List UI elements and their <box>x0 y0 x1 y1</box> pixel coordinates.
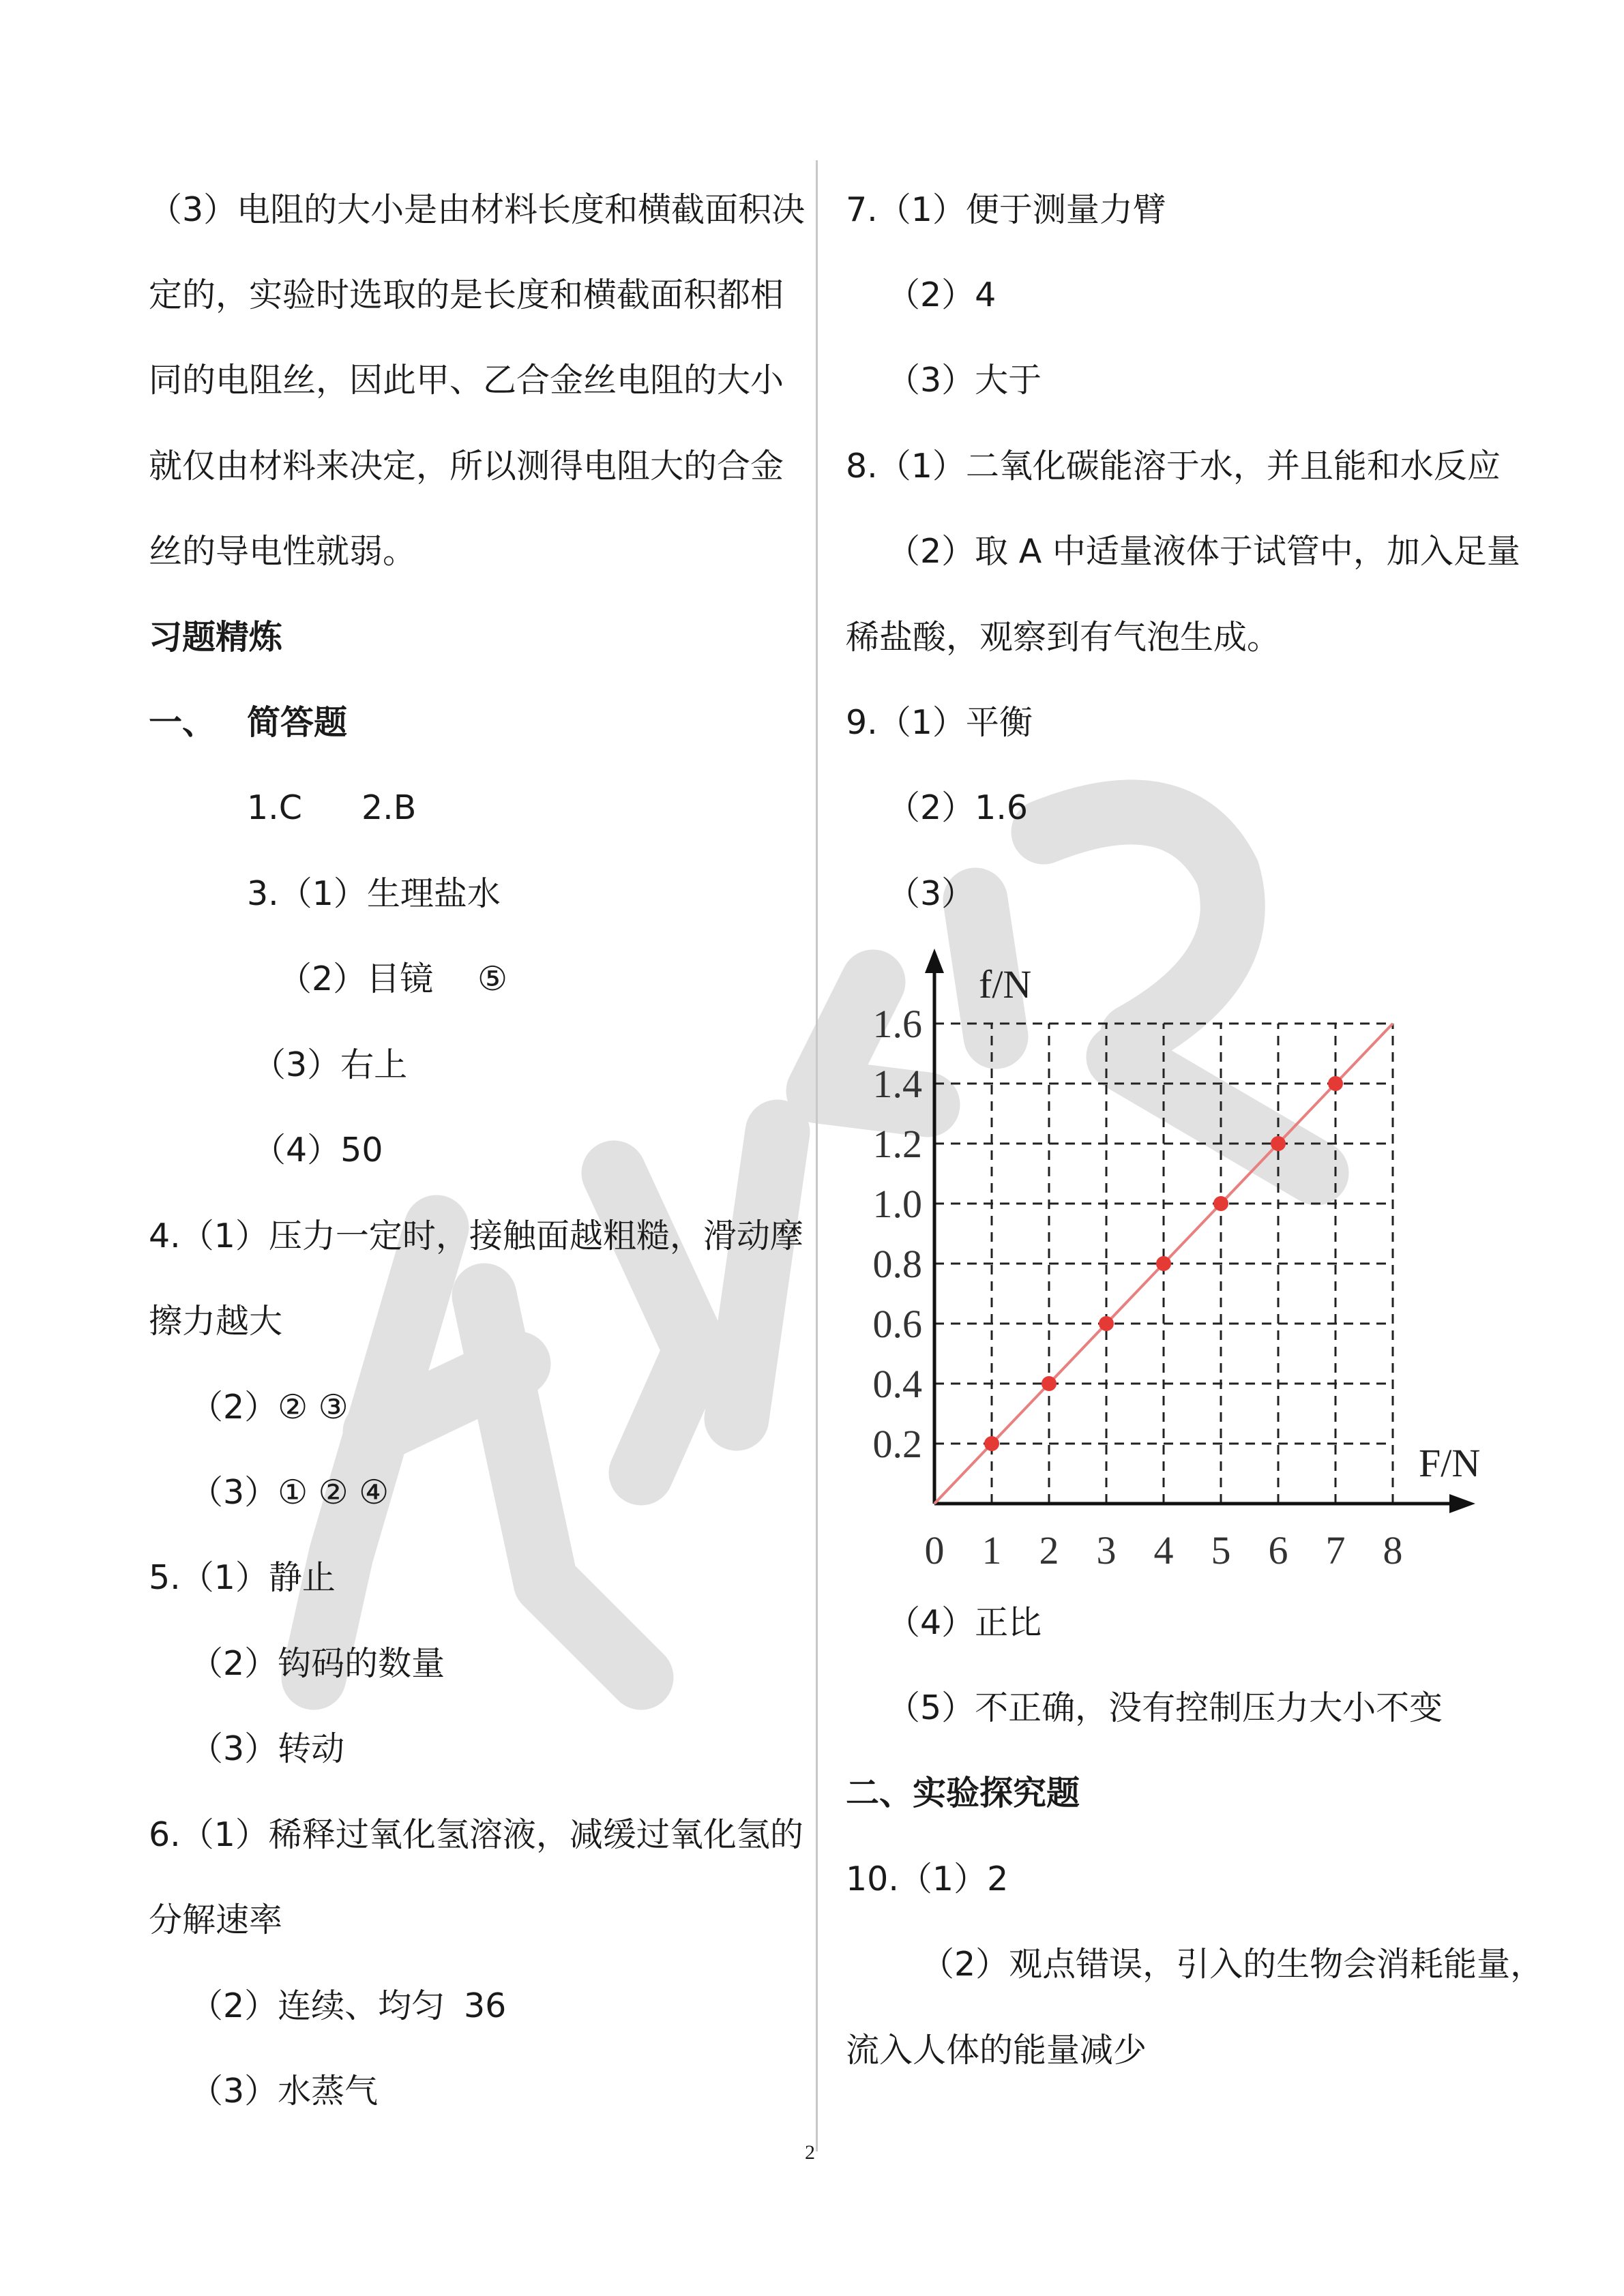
x-tick-label: 5 <box>1211 1528 1231 1572</box>
section-title: 习题精炼 <box>149 618 283 657</box>
answer-q7-2: （2）4 <box>887 275 996 314</box>
answer-q5-1: 5.（1）静止 <box>149 1558 336 1597</box>
answer-q10-1: 10.（1）2 <box>846 1860 1009 1898</box>
answer-q5-2: （2）钩码的数量 <box>190 1644 445 1683</box>
y-tick-label: 1.2 <box>872 1122 922 1166</box>
answer-q8-2a: （2）取 A 中适量液体于试管中，加入足量 <box>887 532 1520 571</box>
answer-q7-3: （3）大于 <box>887 361 1042 400</box>
answer-q9-2: （2）1.6 <box>887 788 1029 827</box>
answer-q3-2-mark: ⑤ <box>477 959 507 998</box>
x-tick-label: 8 <box>1383 1528 1403 1572</box>
data-point <box>1042 1376 1057 1391</box>
answer-q6-2-value: 36 <box>464 1986 507 2025</box>
answer-q9-1: 9.（1）平衡 <box>846 703 1033 742</box>
part-one-label: 一、 <box>149 703 216 742</box>
x-tick-label: 2 <box>1039 1528 1059 1572</box>
y-tick-label: 0.4 <box>872 1362 922 1406</box>
x-tick-label: 6 <box>1268 1528 1288 1572</box>
x-axis-label: F/N <box>1419 1441 1481 1485</box>
y-tick-label: 1.6 <box>872 1002 922 1046</box>
answer-q6-3: （3）水蒸气 <box>190 2072 379 2111</box>
answer-q3-2: （2）目镜 <box>278 959 434 998</box>
x-tick-label: 1 <box>981 1528 1002 1572</box>
answer-q10-2a: （2）观点错误，引入的生物会消耗能量， <box>921 1945 1544 1984</box>
answer-q4-2: （2）② ③ <box>190 1388 349 1427</box>
data-point <box>1213 1196 1228 1211</box>
answer-q9-5: （5）不正确，没有控制压力大小不变 <box>887 1688 1443 1727</box>
answer-q10-2b: 流入人体的能量减少 <box>846 2031 1147 2070</box>
answer-q8-1: 8.（1）二氧化碳能溶于水，并且能和水反应 <box>846 447 1501 486</box>
x-axis-arrow <box>1449 1494 1475 1513</box>
x-tick-label: 7 <box>1325 1528 1346 1572</box>
answer-q2: 2.B <box>361 788 417 827</box>
answer-q4-1b: 擦力越大 <box>149 1302 283 1341</box>
x-tick-label: 0 <box>924 1528 945 1572</box>
y-tick-label: 1.4 <box>872 1062 922 1106</box>
answer-q9-4: （4）正比 <box>887 1603 1042 1642</box>
answer-q8-2b: 稀盐酸，观察到有气泡生成。 <box>846 618 1281 657</box>
part-one-title: 简答题 <box>247 703 348 742</box>
x-tick-label: 3 <box>1096 1528 1117 1572</box>
answer-q3-3: （3）右上 <box>252 1045 408 1084</box>
column-divider <box>816 160 818 2151</box>
x-tick-label: 4 <box>1153 1528 1174 1572</box>
explanation-line-1: （3）电阻的大小是由材料长度和横截面积决 <box>149 190 806 229</box>
data-point <box>984 1436 999 1451</box>
data-point <box>1099 1316 1114 1331</box>
y-tick-label: 1.0 <box>872 1182 922 1226</box>
answer-q7-1: 7.（1）便于测量力臂 <box>846 190 1166 229</box>
y-axis-label: f/N <box>979 962 1032 1007</box>
y-tick-label: 0.2 <box>872 1422 922 1466</box>
explanation-line-3: 同的电阻丝，因此甲、乙合金丝电阻的大小 <box>149 361 784 400</box>
explanation-line-4: 就仅由材料来决定，所以测得电阻大的合金 <box>149 447 784 486</box>
answer-q3-1: 3.（1）生理盐水 <box>247 874 501 913</box>
part-two-title: 二、实验探究题 <box>846 1774 1080 1813</box>
y-tick-label: 0.6 <box>872 1302 922 1346</box>
answer-q5-3: （3）转动 <box>190 1729 345 1768</box>
explanation-line-2: 定的，实验时选取的是长度和横截面积都相 <box>149 275 784 314</box>
answer-q6-1a: 6.（1）稀释过氧化氢溶液，减缓过氧化氢的 <box>149 1815 803 1854</box>
explanation-line-5: 丝的导电性就弱。 <box>149 532 417 571</box>
answer-q1: 1.C <box>247 788 302 827</box>
answer-q3-4: （4）50 <box>252 1131 383 1169</box>
data-point <box>1271 1136 1286 1151</box>
answer-q6-2: （2）连续、均匀 <box>190 1986 445 2025</box>
page-number: 2 <box>805 2141 815 2164</box>
y-axis-arrow <box>925 949 944 973</box>
answer-q4-1a: 4.（1）压力一定时，接触面越粗糙，滑动摩 <box>149 1217 803 1255</box>
y-tick-label: 0.8 <box>872 1242 922 1286</box>
answer-q4-3: （3）① ② ④ <box>190 1473 389 1512</box>
answer-q9-3: （3） <box>887 874 975 913</box>
data-point <box>1156 1256 1171 1271</box>
data-point <box>1328 1076 1343 1091</box>
answer-q6-1b: 分解速率 <box>149 1900 283 1939</box>
friction-force-chart <box>849 944 1511 1582</box>
